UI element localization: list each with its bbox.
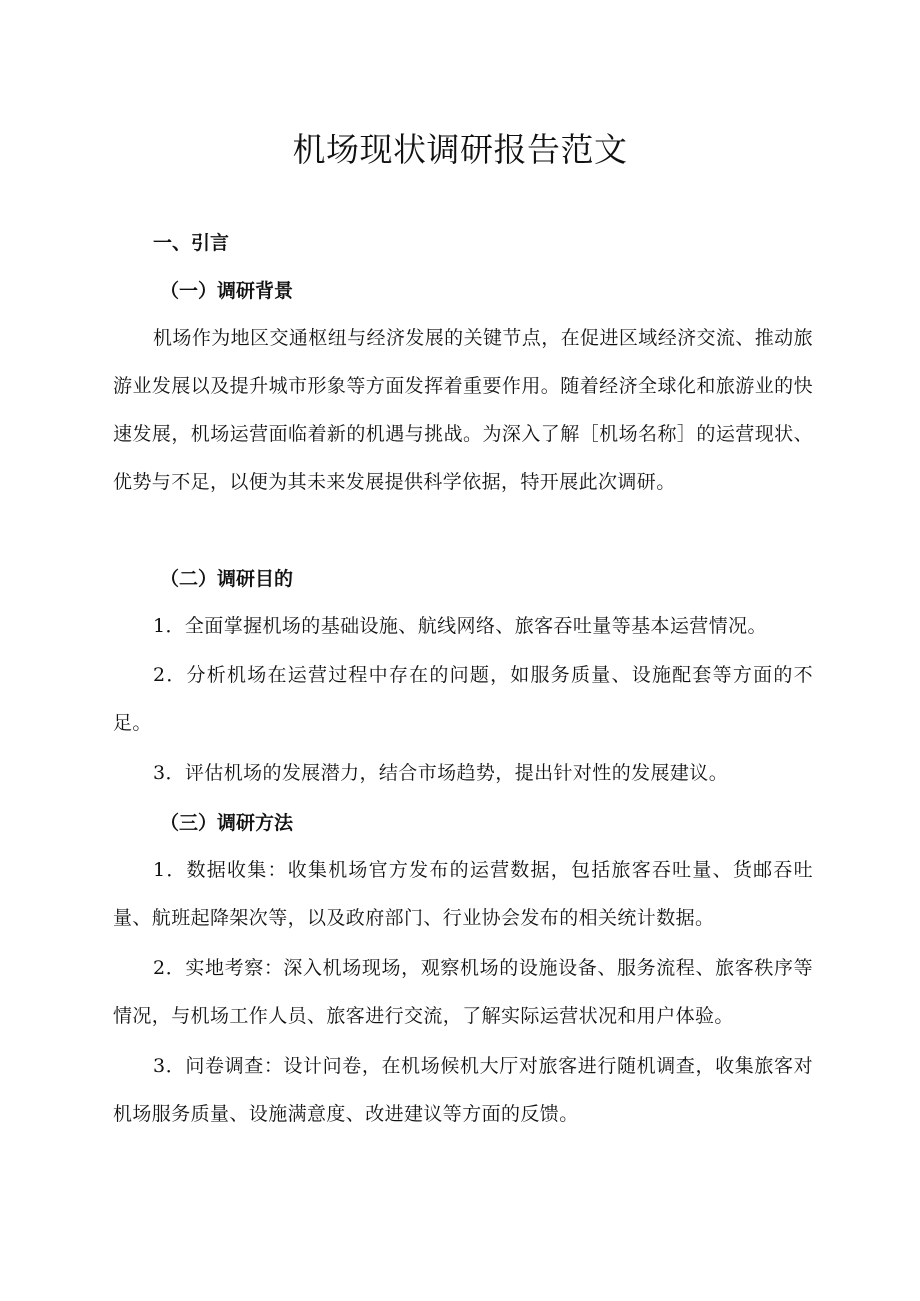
purpose-item-2: 2．分析机场在运营过程中存在的问题，如服务质量、设施配套等方面的不足。: [113, 664, 813, 734]
subsection-heading-purpose: （二）调研目的: [160, 568, 294, 590]
methods-item-3: 3．问卷调查：设计问卷，在机场候机大厅对旅客进行随机调查，收集旅客对机场服务质量、设施满意度、改进建议等方面的反馈。: [113, 1055, 813, 1125]
subsection-heading-methods: （三）调研方法: [160, 812, 294, 834]
methods-item-2: 2．实地考察：深入机场现场，观察机场的设施设备、服务流程、旅客秩序等情况，与机场工作人员、旅客进行交流，了解实际运营状况和用户体验。: [113, 957, 813, 1027]
purpose-item-3: 3．评估机场的发展潜力，结合市场趋势，提出针对性的发展建议。: [153, 762, 729, 784]
methods-item-1: 1．数据收集：收集机场官方发布的运营数据，包括旅客吞吐量、货邮吞吐量、航班起降架次等，以及政府部门、行业协会发布的相关统计数据。: [113, 859, 813, 929]
section-heading-introduction: 一、引言: [153, 232, 230, 254]
purpose-item-1: 1．全面掌握机场的基础设施、航线网络、旅客吞吐量等基本运营情况。: [153, 615, 767, 637]
background-paragraph: 机场作为地区交通枢纽与经济发展的关键节点，在促进区域经济交流、推动旅游业发展以及提升城市形象等方面发挥着重要作用。随着经济全球化和旅游业的快速发展，机场运营面临着新的机遇与挑战。为深入了解［机场名称］的运营现状、优势与不足，以便为其未来发展提供科学依据，特开展此次调研。: [113, 327, 813, 493]
subsection-heading-background: （一）调研背景: [160, 280, 294, 302]
document-title: 机场现状调研报告范文: [292, 130, 628, 169]
